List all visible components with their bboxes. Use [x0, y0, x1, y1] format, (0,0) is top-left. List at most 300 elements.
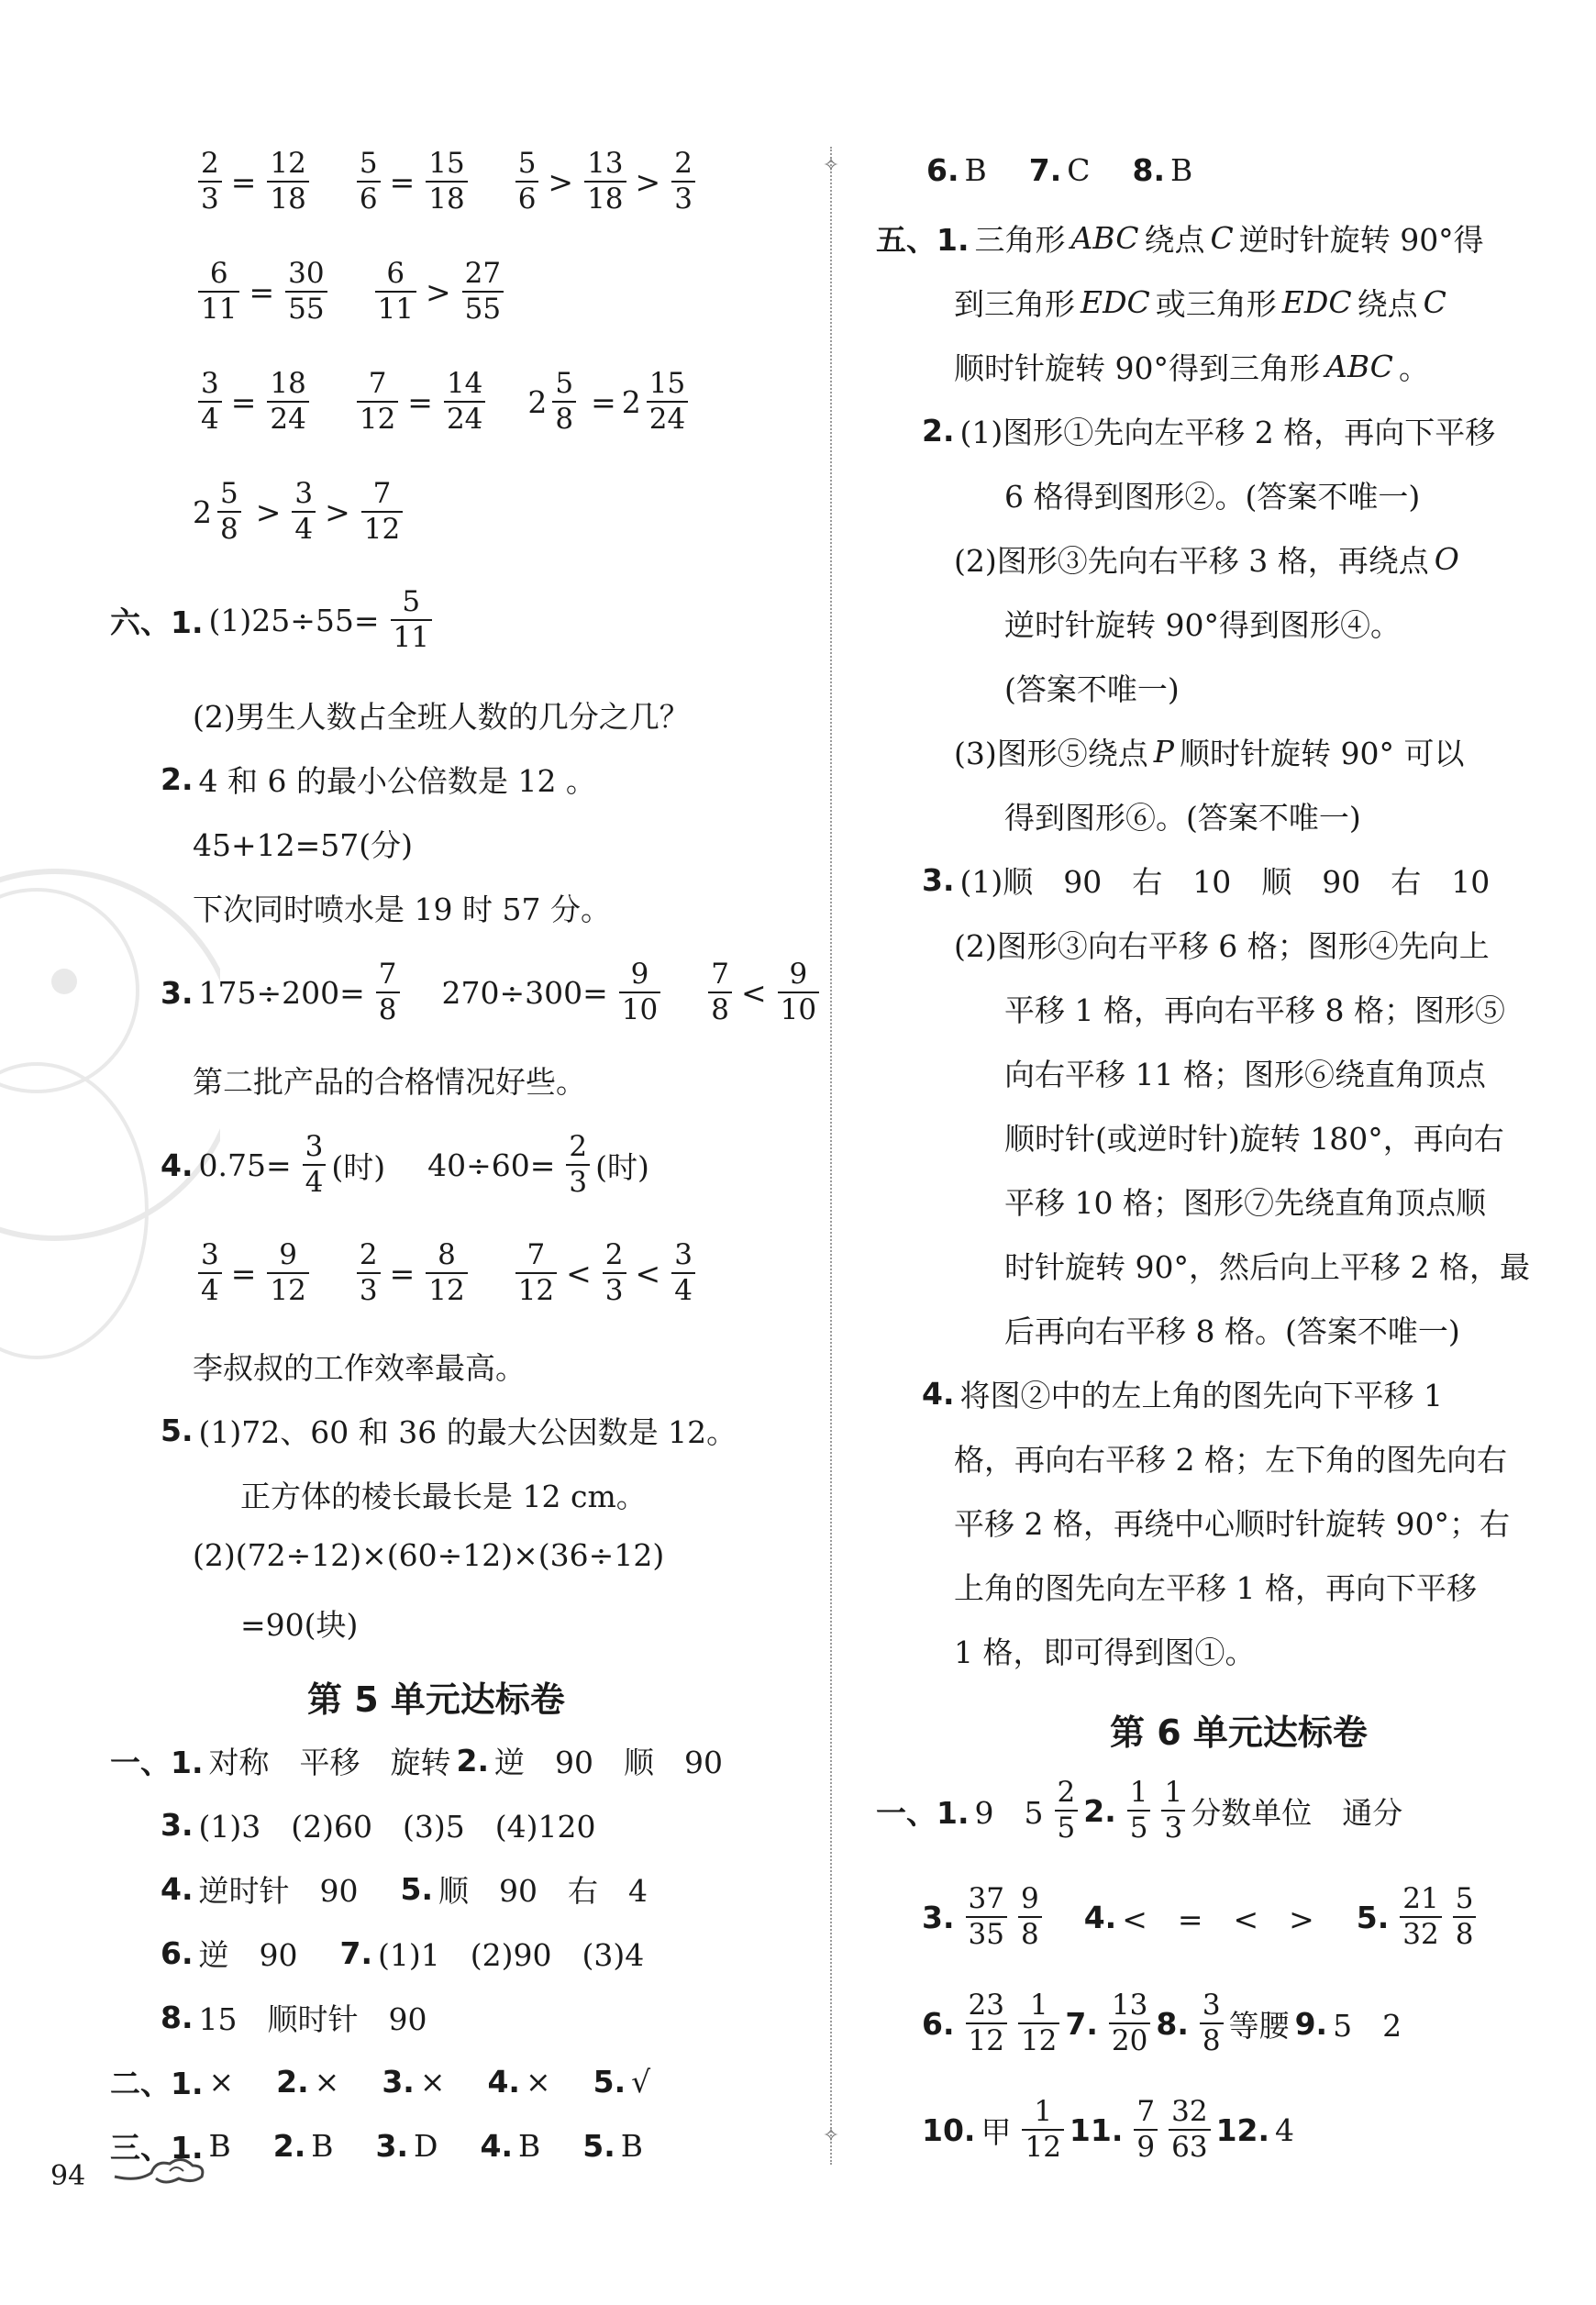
answer-text: ABC: [1324, 349, 1393, 384]
numerator: 2: [201, 147, 219, 180]
unit-6-part-1-line-3: [922, 1990, 1407, 2057]
item-number: 3.: [922, 862, 955, 898]
answer-text: (时): [331, 1148, 386, 1185]
right-column: [853, 0, 1596, 2305]
fraction: [303, 1132, 327, 1199]
answer-text: (1)25÷55=: [208, 602, 380, 638]
fraction: [1134, 2097, 1158, 2164]
numerator: 21: [1402, 1882, 1439, 1915]
item-number: 5.: [593, 2064, 626, 2100]
item-number: 2.: [272, 2128, 306, 2164]
answer-text: 2: [527, 383, 548, 420]
answer-text: 2: [193, 493, 212, 530]
answer-text: ×: [314, 2064, 340, 2100]
item-number: 8.: [161, 2000, 194, 2035]
numerator: 30: [288, 257, 325, 290]
fraction: [1018, 1884, 1042, 1951]
fraction: [1169, 2097, 1210, 2164]
item-number: 4.: [1083, 1899, 1117, 1935]
answer-line-fractions-4: [193, 479, 408, 546]
numerator: 5: [517, 147, 537, 180]
numerator: 37: [968, 1882, 1004, 1915]
numerator: 27: [464, 257, 502, 290]
answer-text: B: [208, 2128, 231, 2164]
numerator: 3: [294, 477, 314, 510]
item-number: 二、1.: [110, 2066, 204, 2101]
numerator: 3: [201, 367, 219, 400]
numerator: 18: [270, 367, 306, 400]
answer-text: 45+12=57(分): [193, 827, 414, 863]
fraction: [1022, 2097, 1063, 2164]
denominator: 8: [1200, 2022, 1224, 2056]
math-operator: >: [635, 163, 661, 200]
item-number: 8.: [1156, 2005, 1189, 2042]
numerator: 2: [604, 1238, 624, 1271]
answer-line-fractions-1: [193, 149, 701, 216]
answer-text: =90(块): [240, 1607, 359, 1643]
item-number: 4.: [161, 1871, 194, 1907]
item-number: 3.: [161, 1807, 194, 1843]
fraction: [1200, 1990, 1224, 2057]
denominator: 11: [198, 291, 239, 325]
section-6-item-5-answer: [240, 1473, 652, 1516]
answer-line-fractions-2: [193, 259, 509, 326]
answer-text: B: [620, 2128, 644, 2164]
unit-6-title: [1110, 1704, 1373, 1755]
section-6-item-4-answer: [193, 1345, 531, 1388]
numerator: 5: [359, 147, 378, 180]
section-6-item-5: [161, 1409, 742, 1452]
fraction: [1127, 1778, 1151, 1845]
denominator: 32: [1400, 1916, 1441, 1950]
section-5-item-3-line-2: [954, 923, 1495, 966]
section-5-item-3: [922, 859, 1495, 902]
denominator: 8: [552, 401, 576, 435]
answer-text: 时针旋转 90°，然后向上平移 2 格，最: [1004, 1249, 1530, 1285]
answer-text: 绕点: [1144, 222, 1205, 258]
answer-text: 4: [1275, 2111, 1295, 2148]
answer-text: P: [1153, 734, 1174, 770]
answer-text: ABC: [1070, 220, 1139, 256]
fraction: [267, 1240, 308, 1307]
mixed-number: [622, 369, 693, 436]
denominator: 5: [1127, 1810, 1151, 1844]
item-number: 2.: [276, 2064, 309, 2100]
item-number: 4.: [487, 2064, 520, 2100]
math-operator: >: [325, 493, 350, 530]
answer-text: ×: [208, 2064, 235, 2100]
unit-5-part-1-line-1: [110, 1739, 728, 1782]
fraction: [391, 587, 432, 654]
fraction: [267, 149, 308, 216]
item-number: 六、1.: [110, 604, 204, 640]
answer-text: D: [414, 2128, 438, 2164]
item-number: 3.: [161, 974, 194, 1011]
fraction: [217, 479, 241, 546]
fraction: [426, 1240, 467, 1307]
answer-text: 0.75=: [198, 1147, 292, 1183]
denominator: 10: [778, 992, 819, 1025]
numerator: 7: [711, 958, 729, 991]
item-number: 一、1.: [876, 1794, 970, 1831]
answer-text: 平移 1 格，再向右平移 8 格；图形⑤: [1004, 992, 1505, 1028]
math-operator: =: [407, 383, 433, 420]
answer-text: 顺 90 右 4: [438, 1873, 648, 1909]
fraction: [1453, 1884, 1477, 1951]
numerator: 12: [270, 147, 306, 180]
denominator: 12: [357, 401, 398, 435]
math-operator: =: [591, 383, 616, 420]
numerator: 2: [1057, 1776, 1076, 1809]
section-6-item-4: [161, 1132, 655, 1199]
section-5-item-1: [876, 216, 1490, 260]
unit-5-part-1-line-3: [161, 1867, 653, 1911]
denominator: 12: [426, 1272, 467, 1306]
item-number: 4.: [161, 1147, 194, 1183]
numerator: 2: [674, 147, 693, 180]
denominator: 3: [671, 181, 695, 215]
numerator: 14: [446, 367, 483, 400]
divider-knot-top: ✧: [822, 154, 840, 177]
section-5-item-3-line-4: [1004, 1051, 1491, 1094]
unit-6-part-1-line-4: [922, 2097, 1300, 2164]
denominator: 3: [1161, 1810, 1185, 1844]
answer-text: 平移 10 格；图形⑦先绕直角顶点顺: [1004, 1185, 1486, 1221]
unit-5-part-2: [110, 2060, 656, 2103]
section-6-item-1: [110, 587, 438, 654]
item-number: 11.: [1069, 2111, 1124, 2148]
answer-text: 李叔叔的工作效率最高。: [193, 1350, 526, 1386]
answer-text: 对称 平移 旋转: [208, 1745, 451, 1780]
item-number: 3.: [382, 2064, 415, 2100]
answer-text: 分数单位 通分: [1191, 1794, 1403, 1831]
mixed-number: [527, 369, 582, 436]
fraction: [357, 1240, 381, 1307]
numerator: 3: [1202, 1989, 1221, 2022]
unit-6-part-1-line-1: [876, 1778, 1408, 1845]
denominator: 8: [1453, 1916, 1477, 1950]
denominator: 8: [376, 992, 400, 1025]
denominator: 12: [267, 1272, 308, 1306]
answer-text: 到三角形: [954, 286, 1075, 322]
item-number: 8.: [1132, 152, 1166, 188]
numerator: 5: [555, 367, 574, 400]
math-operator: =: [249, 273, 275, 310]
answer-text: 。: [1398, 350, 1429, 386]
fraction: [285, 259, 327, 326]
fraction: [376, 959, 400, 1026]
answer-text: 逆时针旋转 90°得到图形④。: [1004, 607, 1401, 643]
fraction: [515, 149, 539, 216]
denominator: 18: [267, 181, 308, 215]
denominator: 55: [285, 291, 327, 325]
answer-text: (3)图形⑤绕点: [954, 736, 1148, 771]
denominator: 3: [566, 1164, 590, 1198]
item-number: 4.: [480, 2128, 513, 2164]
math-operator: <: [566, 1255, 592, 1291]
denominator: 10: [619, 992, 660, 1025]
numerator: 2: [359, 1238, 378, 1271]
item-number: 5.: [1356, 1899, 1390, 1935]
answer-text: [193, 479, 247, 546]
numerator: 32: [1171, 2095, 1208, 2128]
denominator: 55: [462, 291, 504, 325]
answer-text: 270÷300=: [441, 974, 608, 1011]
denominator: 20: [1109, 2022, 1150, 2056]
divider-knot-bottom: ✧: [822, 2124, 840, 2147]
answer-text: (1)3 (2)60 (3)5 (4)120: [198, 1809, 596, 1845]
fraction: [198, 1240, 222, 1307]
denominator: 18: [426, 181, 467, 215]
answer-text: 甲: [981, 2113, 1012, 2150]
math-operator: =: [230, 163, 257, 200]
denominator: 3: [357, 1272, 381, 1306]
fraction: [444, 369, 485, 436]
answer-text: O: [1434, 541, 1459, 577]
answer-text: 2: [621, 383, 641, 420]
section-6-item-3-answer: [193, 1058, 592, 1102]
math-operator: <: [635, 1255, 661, 1291]
fraction: [584, 149, 626, 216]
numerator: 15: [428, 147, 465, 180]
unit-5-title: [307, 1671, 571, 1722]
unit-5-part-1-line-5: [161, 1996, 432, 2039]
item-number: 7.: [1028, 152, 1062, 188]
denominator: 18: [584, 181, 626, 215]
numerator: 2: [569, 1130, 588, 1163]
numerator: 9: [789, 958, 808, 991]
answer-text: ×: [419, 2064, 446, 2100]
math-operator: =: [389, 1255, 416, 1291]
item-number: 10.: [922, 2111, 976, 2148]
answer-text: 后再向右平移 8 格。(答案不唯一): [1004, 1313, 1460, 1349]
answer-text: 下次同时喷水是 19 时 57 分。: [193, 892, 611, 927]
numerator: 13: [587, 147, 624, 180]
unit-6-part-1-line-2: [922, 1884, 1481, 1951]
denominator: 24: [444, 401, 485, 435]
answer-text: 得到图形⑥。(答案不唯一): [1004, 800, 1361, 836]
math-operator: =: [230, 1255, 257, 1291]
section-6-item-2: [161, 758, 602, 801]
answer-text: < = < >: [1122, 1901, 1314, 1937]
answer-text: 格，再向右平移 2 格；左下角的图先向右: [954, 1442, 1507, 1478]
item-number: 6.: [926, 152, 959, 188]
answer-text: (时): [595, 1148, 649, 1185]
fraction: [566, 1132, 590, 1199]
denominator: 3: [198, 181, 222, 215]
answer-text: 逆 90: [198, 1937, 298, 1973]
math-operator: >: [255, 493, 282, 530]
section-5-item-4-line-2: [954, 1436, 1513, 1479]
answer-text: B: [1170, 152, 1193, 188]
item-number: 2.: [161, 761, 194, 797]
answer-text: 逆时针 90: [198, 1873, 359, 1909]
item-number: 5.: [161, 1413, 194, 1448]
cloud-ornament-icon: [110, 2151, 211, 2188]
numerator: 7: [378, 958, 397, 991]
answer-text: 第 5 单元达标卷: [307, 1679, 565, 1720]
answer-text: 6 格得到图形②。(答案不唯一): [1004, 479, 1421, 515]
fraction: [292, 479, 316, 546]
answer-text: (答案不唯一): [1004, 671, 1180, 707]
denominator: 11: [375, 291, 416, 325]
section-5-item-2-line-7: [1004, 794, 1367, 837]
denominator: 4: [198, 401, 222, 435]
answer-text: 绕点: [1357, 286, 1418, 322]
denominator: 63: [1169, 2129, 1210, 2163]
fraction: [603, 1240, 626, 1307]
numerator: 3: [201, 1238, 219, 1271]
section-5-item-3-line-5: [1004, 1115, 1510, 1158]
denominator: 4: [303, 1164, 327, 1198]
answer-text: 上角的图先向左平移 1 格，再向下平移: [954, 1570, 1477, 1606]
answer-line-fractions-3: [193, 369, 699, 436]
fraction: [966, 1990, 1007, 2057]
numerator: 13: [1111, 1989, 1148, 2022]
item-number: 一、1.: [110, 1745, 204, 1780]
answer-text: (2)图形③先向右平移 3 格，再绕点: [954, 543, 1429, 579]
answer-text: √: [631, 2064, 651, 2100]
denominator: 12: [1022, 2129, 1063, 2163]
numerator: 23: [968, 1989, 1004, 2022]
fraction: [647, 369, 688, 436]
section-5-item-1-line-3: [954, 345, 1435, 388]
numerator: 8: [438, 1238, 456, 1271]
numerator: 3: [674, 1238, 693, 1271]
item-number: 12.: [1215, 2111, 1270, 2148]
section-5-item-2-line-3: [954, 537, 1465, 581]
numerator: 9: [1020, 1882, 1039, 1915]
numerator: 9: [630, 958, 649, 991]
item-number: 五、1.: [876, 222, 970, 258]
denominator: 9: [1134, 2129, 1158, 2163]
answer-text: 1 格，即可得到图①。: [954, 1635, 1256, 1670]
fraction: [966, 1884, 1007, 1951]
section-6-item-4-compare: [193, 1240, 701, 1307]
answer-text: (1)72、60 和 36 的最大公因数是 12。: [198, 1414, 737, 1450]
section-5-item-2-line-4: [1004, 602, 1406, 645]
numerator: 9: [279, 1238, 297, 1271]
section-5-item-1-line-2: [954, 281, 1452, 324]
answer-text: 顺时针(或逆时针)旋转 180°，再向右: [1004, 1121, 1504, 1157]
denominator: 12: [966, 2022, 1007, 2056]
numerator: 5: [220, 477, 238, 510]
fraction: [619, 959, 660, 1026]
answer-text: 顺时针旋转 90°得到三角形: [954, 350, 1320, 386]
section-6-item-1-q2: [193, 693, 695, 737]
section-5-item-4-line-5: [954, 1629, 1261, 1672]
answer-text: C: [1423, 284, 1446, 320]
numerator: 3: [305, 1130, 324, 1163]
denominator: 8: [1018, 1916, 1042, 1950]
fraction: [671, 1240, 695, 1307]
fraction: [671, 149, 695, 216]
section-5-item-2-line-2: [1004, 473, 1425, 516]
item-number: 6.: [161, 1935, 194, 1971]
section-6-item-2-calc: [193, 822, 418, 865]
math-operator: =: [389, 163, 416, 200]
unit-5-part-1-line-2: [161, 1803, 601, 1846]
answer-text: B: [518, 2128, 541, 2164]
section-6-item-5-result: [240, 1601, 363, 1645]
answer-text: (2)(72÷12)×(60÷12)×(36÷12): [193, 1537, 665, 1573]
denominator: 6: [515, 181, 539, 215]
section-5-item-3-line-6: [1004, 1180, 1491, 1223]
fraction: [778, 959, 819, 1026]
numerator: 6: [209, 257, 228, 290]
section-5-item-4-line-3: [954, 1501, 1515, 1544]
item-number: 2.: [1083, 1792, 1116, 1829]
answer-text: (1)顺 90 右 10 顺 90 右 10: [959, 864, 1491, 900]
answer-text: EDC: [1281, 284, 1352, 320]
section-5-item-2-line-6: [954, 730, 1469, 773]
fraction: [1161, 1778, 1185, 1845]
answer-text: C: [1067, 152, 1091, 188]
denominator: 11: [391, 619, 432, 653]
fraction: [267, 369, 308, 436]
answer-text: 175÷200=: [198, 974, 365, 1011]
item-number: 7.: [1065, 2005, 1098, 2042]
denominator: 5: [1055, 1810, 1079, 1844]
answer-text: (1)1 (2)90 (3)4: [378, 1937, 645, 1973]
numerator: 15: [648, 367, 686, 400]
numerator: 7: [368, 367, 387, 400]
fraction: [198, 259, 239, 326]
section-5-item-2: [922, 409, 1501, 452]
answer-text: 第 6 单元达标卷: [1110, 1712, 1368, 1753]
page-number: 94: [50, 2160, 86, 2192]
fraction: [515, 1240, 557, 1307]
section-5-item-4: [922, 1372, 1448, 1415]
denominator: 4: [671, 1272, 695, 1306]
fraction: [198, 149, 222, 216]
fraction: [462, 259, 504, 326]
item-number: 3.: [375, 2128, 409, 2164]
item-number: 3.: [922, 1899, 955, 1935]
answer-text: 向右平移 11 格；图形⑥绕直角顶点: [1004, 1057, 1486, 1092]
denominator: 35: [966, 1916, 1007, 1950]
answer-text: C: [1210, 220, 1234, 256]
section-5-item-3-line-7: [1004, 1244, 1535, 1287]
section-6-item-2-answer: [193, 886, 616, 929]
math-operator: <: [740, 974, 767, 1011]
denominator: 12: [361, 511, 403, 545]
math-operator: >: [426, 273, 451, 310]
denominator: 12: [515, 1272, 557, 1306]
fraction: [1018, 1990, 1059, 2057]
math-operator: >: [548, 163, 574, 200]
denominator: 6: [357, 181, 381, 215]
answer-text: ×: [525, 2064, 551, 2100]
answer-text: 4 和 6 的最小公倍数是 12 。: [198, 763, 596, 799]
column-divider: [830, 147, 832, 2165]
fraction: [361, 479, 403, 546]
answer-text: B: [964, 152, 987, 188]
fraction: [1400, 1884, 1441, 1951]
fraction: [357, 149, 381, 216]
item-number: 4.: [922, 1376, 955, 1412]
numerator: 1: [1029, 1989, 1048, 2022]
denominator: 8: [708, 992, 732, 1025]
fraction: [375, 259, 416, 326]
denominator: 24: [647, 401, 688, 435]
answer-text: 正方体的棱长最长是 12 cm。: [240, 1479, 647, 1514]
answer-text: 逆 90 顺 90: [494, 1745, 723, 1780]
numerator: 1: [1129, 1776, 1148, 1809]
answer-text: 第二批产品的合格情况好些。: [193, 1064, 586, 1100]
math-operator: =: [230, 383, 257, 420]
fraction: [708, 959, 732, 1026]
